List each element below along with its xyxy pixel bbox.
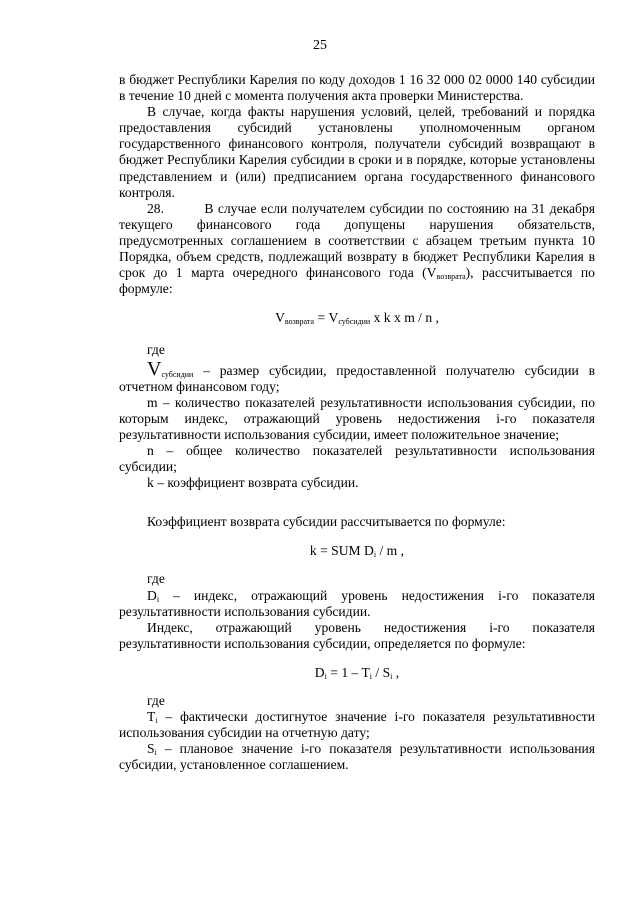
formula-index (119, 665, 595, 681)
definition-v-subsidy (119, 357, 595, 395)
definition-n: n – общее количество показателей результативности использования субсидии; (119, 442, 595, 475)
document-body (119, 72, 595, 773)
paragraph-refund-code: в бюджет Республики Карелия по коду доходов 1 16 32 000 02 0000 140 субсидии в течение 10 дней с момента получения акта проверки Министерства. (119, 72, 595, 104)
page-number: 25 (313, 38, 327, 53)
clause-subscript: возврата (436, 272, 466, 282)
formula2-sub: i (373, 550, 377, 560)
label-where-1: где (147, 342, 165, 358)
formula3-mid2: / S (372, 664, 391, 680)
clause-number: 28. (147, 200, 164, 216)
formula-sub-refund: возврата (284, 317, 315, 327)
label-where-3: где (147, 693, 165, 708)
symbol-d-subscript: i (156, 594, 160, 604)
paragraph-financial-control: В случае, когда факты нарушения условий, целей, требований и порядка предоставления субсидий установлены уполномоченным органом государственного финансового контроля, получатели субсидий возвращают в бюджет Республики Карелия субсидии в сроки и в порядке, которые установлены представлением и (или) предписанием органа государственного финансового контроля. (119, 104, 595, 200)
index-intro: Индекс, отражающий уровень недостижения i-го показателя результативности использования субсидии, определяется по формуле: (119, 619, 595, 651)
formula2-left: k = SUM D (309, 543, 374, 559)
definition-s (119, 741, 595, 773)
formula3-d: D (314, 664, 325, 680)
formula3-sub1: i (324, 671, 327, 681)
paragraph-28 (119, 201, 595, 298)
symbol-s-subscript: i (154, 748, 157, 758)
definition-k: k – коэффициент возврата субсидии. (147, 475, 359, 491)
definition-t (119, 709, 595, 741)
formula-v: V (275, 310, 285, 326)
definition-m: m – количество показателей результативности использования субсидии, по которым индекс, отражающий уровень недостижения i-го показателя результативности использования субсидии, имеет положительное значение; (119, 394, 595, 442)
definition-d-text: – индекс, отражающий уровень недостижения i-го показателя результативности использования субсидии. (119, 587, 595, 619)
clause-text-end: ), рассчитывается по формуле: (119, 265, 595, 297)
formula3-sub2: i (369, 671, 373, 681)
definition-s-text: – плановое значение i-го показателя результативности использования субсидии, установленное соглашением. (119, 741, 595, 773)
definition-d (119, 588, 595, 620)
symbol-v: V (147, 357, 162, 380)
clause-text: В случае если получателем субсидии по состоянию на 31 декабря текущего финансового года допущены нарушения обязательств, предусмотренных соглашением в соответствии с абзацем третьим пункта 10 Порядка, объем средств, подлежащий возврату в бюджет Республики Карелия в срок до 1 марта очередного финансового года (V (119, 200, 595, 281)
formula-coefficient (119, 543, 595, 559)
definition-t-text: – фактически достигнутое значение i-го показателя результативности использования субсидии на отчетную дату; (119, 709, 595, 741)
symbol-v-subscript: субсидии (161, 369, 194, 379)
formula-refund-volume (119, 310, 595, 326)
formula-rest: x k x m / n , (370, 310, 439, 326)
definition-v-text: – размер субсидии, предоставленной получателю субсидии в отчетном финансовом году; (119, 362, 595, 394)
symbol-t-subscript: i (155, 716, 158, 726)
coefficient-intro: Коэффициент возврата субсидии рассчитывается по формуле: (147, 514, 506, 530)
symbol-d: D (147, 587, 157, 603)
formula-eq: = V (314, 310, 339, 326)
formula3-end: , (392, 664, 400, 680)
formula-sub-subsidy: субсидии (338, 317, 371, 327)
formula3-sub3: i (390, 671, 393, 681)
label-where-2: где (147, 571, 165, 587)
symbol-t: T (147, 709, 156, 725)
symbol-s: S (147, 741, 155, 757)
formula3-mid: = 1 – T (326, 664, 370, 680)
formula2-right: / m , (376, 543, 405, 559)
